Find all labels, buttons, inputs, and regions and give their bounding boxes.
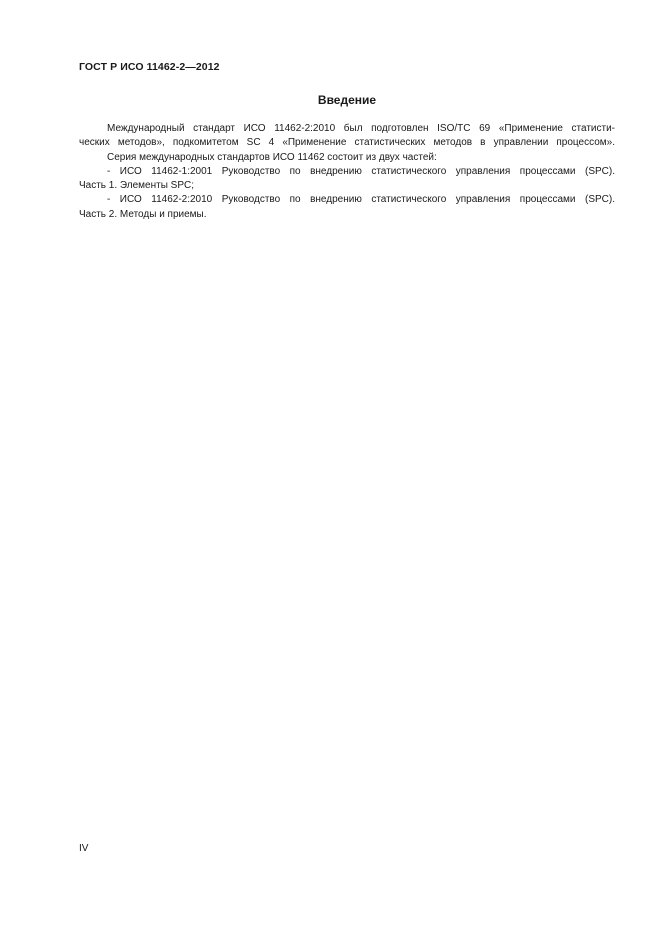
paragraph-line: Международный стандарт ИСО 11462-2:2010 был подготовлен ISO/TC 69 «Применение статисти-	[107, 123, 615, 134]
section-title: Введение	[317, 93, 377, 107]
list-item-line: Часть 1. Элементы SPC;	[79, 180, 195, 192]
paragraph-line: Серия международных стандартов ИСО 11462 состоит из двух частей:	[107, 151, 437, 163]
document-header: ГОСТ Р ИСО 11462-2—2012	[79, 61, 220, 73]
list-item-line: - ИСО 11462-2:2010 Руководство по внедрению статистического управления процессами (SPC).	[107, 194, 615, 206]
list-item-line: - ИСО 11462-1:2001 Руководство по внедрению статистического управления процессами (SPC).	[107, 165, 615, 177]
introduction-body	[79, 122, 615, 222]
page-number: IV	[79, 843, 89, 854]
paragraph-line: ческих методов», подкомитетом SC 4 «Применение статистических методов в управлении процессом».	[79, 137, 615, 149]
list-item-line: Часть 2. Методы и приемы.	[79, 208, 207, 220]
